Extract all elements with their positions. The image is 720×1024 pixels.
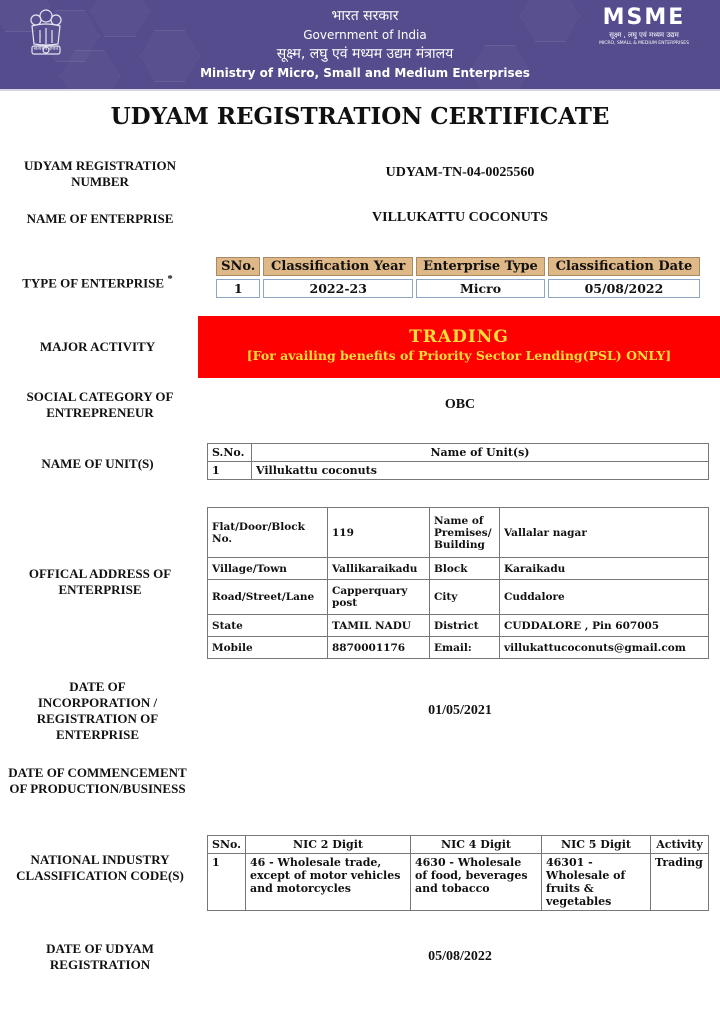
column-header: NIC 2 Digit [245, 836, 410, 854]
email-link[interactable]: villukattucoconuts@gmail.com [500, 637, 709, 659]
table-cell: Name of Premises/ Building [430, 508, 500, 558]
table-cell: 119 [328, 508, 430, 558]
msme-logo-hindi: सूक्ष्म , लघु एवं मध्यम उद्यम [609, 31, 679, 39]
table-cell: Vallalar nagar [500, 508, 709, 558]
msme-logo-word: MSME [602, 5, 686, 30]
table-cell: Cuddalore [500, 580, 709, 615]
table-cell: 1 [216, 279, 260, 298]
table-cell: 46301 - Wholesale of fruits & vegetables [541, 854, 650, 911]
table-cell: 4630 - Wholesale of food, beverages and tobacco [410, 854, 541, 911]
registration-number-label: UDYAM REGISTRATION NUMBER [23, 158, 177, 189]
column-header: NIC 4 Digit [410, 836, 541, 854]
certificate-title: UDYAM REGISTRATION CERTIFICATE [110, 103, 610, 130]
table-row [208, 508, 709, 558]
table-row [208, 558, 709, 580]
table-header-row [208, 836, 709, 854]
table-row [208, 462, 709, 480]
column-header: SNo. [208, 836, 246, 854]
table-cell: Vallikaraikadu [328, 558, 430, 580]
table-cell: 2022-23 [263, 279, 413, 298]
enterprise-name-label: NAME OF ENTERPRISE [26, 211, 174, 226]
enterprise-type-label [5, 271, 190, 291]
table-cell: 1 [208, 462, 252, 480]
major-activity-box [198, 316, 720, 378]
table-cell: District [430, 615, 500, 637]
table-cell: Email: [430, 637, 500, 659]
incorporation-date-label: DATE OF INCORPORATION / REGISTRATION OF ENTERPRISE [36, 679, 159, 742]
msme-logo [588, 6, 700, 48]
header-banner [0, 0, 720, 91]
table-row [208, 854, 709, 911]
social-category-label: SOCIAL CATEGORY OF ENTREPRENEUR [26, 389, 174, 420]
column-header: Classification Date [548, 257, 700, 276]
hex-pattern [90, 0, 150, 37]
enterprise-type-label-text: TYPE OF ENTERPRISE [22, 275, 165, 291]
registration-number-value: UDYAM-TN-04-0025560 [385, 165, 535, 180]
banner-english-gov: Government of India [303, 28, 427, 42]
table-header-row [208, 444, 709, 462]
table-cell: Road/Street/Lane [208, 580, 328, 615]
nic-codes-table [207, 835, 709, 911]
table-cell: Villukattu coconuts [252, 462, 709, 480]
units-table [207, 443, 709, 480]
banner-hindi-gov: भारत सरकार [331, 8, 399, 24]
table-cell: Block [430, 558, 500, 580]
table-header-row [216, 257, 700, 276]
column-header: SNo. [216, 257, 260, 276]
major-activity-label: MAJOR ACTIVITY [39, 339, 156, 354]
table-row [208, 637, 709, 659]
official-address-table [207, 507, 709, 659]
column-header: NIC 5 Digit [541, 836, 650, 854]
table-cell: 46 - Wholesale trade, except of motor vehicles and motorcycles [245, 854, 410, 911]
table-cell: City [430, 580, 500, 615]
table-cell: State [208, 615, 328, 637]
emblem-caption: सत्यमेव जयते [33, 46, 59, 52]
table-row [216, 279, 700, 298]
social-category-value: OBC [444, 397, 476, 412]
units-label: NAME OF UNIT(S) [41, 456, 154, 471]
major-activity-note: [For availing benefits of Priority Sector Lending(PSL) ONLY] [246, 348, 672, 363]
enterprise-name-value: VILLUKATTU COCONUTS [372, 210, 548, 225]
major-activity-value: TRADING [409, 327, 509, 347]
table-cell: 1 [208, 854, 246, 911]
banner-english-ministry: Ministry of Micro, Small and Medium Enterprises [200, 66, 530, 80]
incorporation-date-value: 01/05/2021 [428, 703, 492, 718]
commencement-date-label: DATE OF COMMENCEMENT OF PRODUCTION/BUSINESS [8, 765, 187, 796]
column-header: S.No. [208, 444, 252, 462]
banner-titles [150, 6, 580, 82]
msme-logo-english: MICRO, SMALL & MEDIUM ENTERPRISES [599, 41, 689, 46]
column-header: Classification Year [263, 257, 413, 276]
table-cell: Mobile [208, 637, 328, 659]
table-cell: Capperquary post [328, 580, 430, 615]
table-cell: Trading [650, 854, 708, 911]
column-header: Activity [650, 836, 708, 854]
table-cell: 8870001176 [328, 637, 430, 659]
enterprise-type-table [213, 254, 703, 301]
column-header: Enterprise Type [416, 257, 545, 276]
table-cell: Village/Town [208, 558, 328, 580]
table-row [208, 615, 709, 637]
table-row [208, 580, 709, 615]
table-cell: TAMIL NADU [328, 615, 430, 637]
asterisk-icon: * [167, 273, 173, 285]
udyam-registration-date-label: DATE OF UDYAM REGISTRATION [46, 941, 154, 972]
table-cell: Micro [416, 279, 545, 298]
national-emblem-icon [22, 6, 70, 76]
table-cell: Flat/Door/Block No. [208, 508, 328, 558]
banner-hindi-ministry: सूक्ष्म, लघु एवं मध्यम उद्यम मंत्रालय [276, 46, 454, 62]
table-cell: 05/08/2022 [548, 279, 700, 298]
official-address-label: OFFICAL ADDRESS OF ENTERPRISE [28, 566, 172, 597]
nic-codes-label: NATIONAL INDUSTRY CLASSIFICATION CODE(S) [16, 852, 184, 883]
table-cell: CUDDALORE , Pin 607005 [500, 615, 709, 637]
table-cell: Karaikadu [500, 558, 709, 580]
udyam-registration-date-value: 05/08/2022 [428, 949, 492, 964]
column-header: Name of Unit(s) [252, 444, 709, 462]
